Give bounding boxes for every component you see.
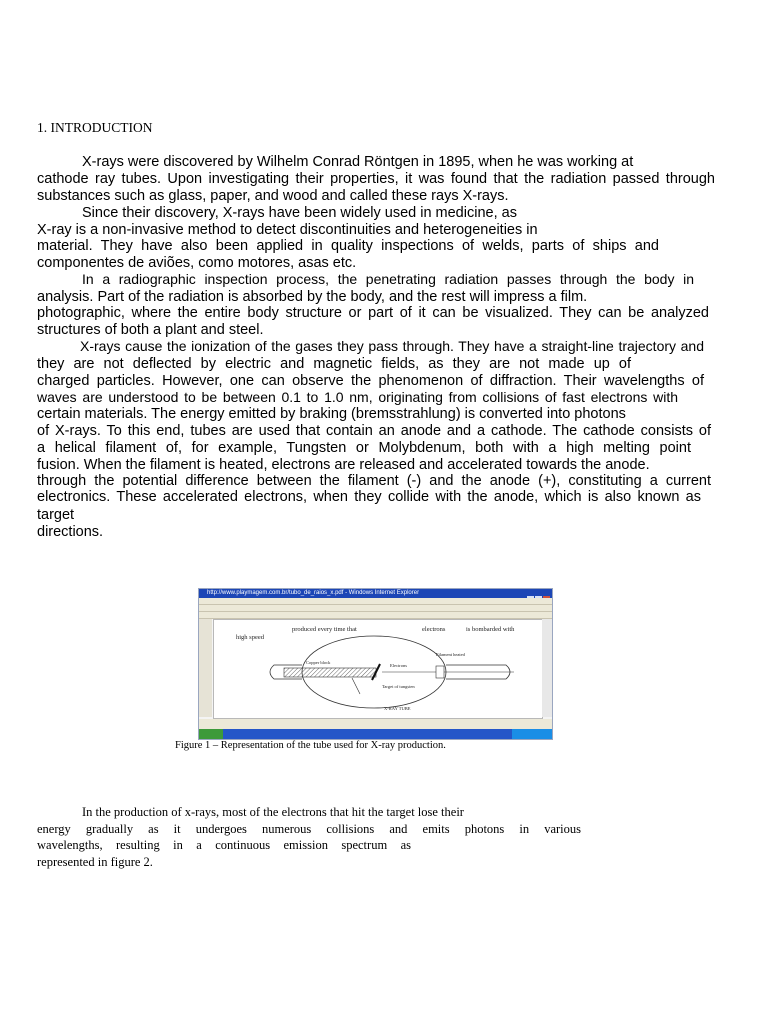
browser-menu-bar <box>199 605 552 612</box>
windows-taskbar <box>199 729 552 739</box>
body-line: charged particles. However, one can observe the phenomenon of diffraction. Their wavelengths of <box>37 373 704 389</box>
browser-title-bar <box>199 589 552 598</box>
body-line: substances such as glass, paper, and wood and called these rays X-rays. <box>37 188 509 204</box>
body-line: X-rays were discovered by Wilhelm Conrad Röntgen in 1895, when he was working at <box>82 154 634 170</box>
xray-tube-diagram <box>214 620 542 718</box>
body-line: X-rays cause the ionization of the gases they pass through. They have a straight-line trajectory and <box>80 338 704 354</box>
diagram-label: Copper block <box>306 660 331 665</box>
diagram-label: Filament heated <box>436 652 465 657</box>
pdf-text: electrons <box>422 626 446 633</box>
diagram-label: X-RAY TUBE <box>384 706 411 711</box>
filament-cup <box>436 666 444 678</box>
taskbar-tray <box>512 729 552 739</box>
body-line: analysis. Part of the radiation is absorbed by the body, and the rest will impress a film. <box>37 289 588 305</box>
copper-block <box>284 668 376 677</box>
browser-address-bar <box>199 598 552 605</box>
scrollbar <box>542 619 552 717</box>
pdf-text: high speed <box>236 634 264 641</box>
browser-window-title: http://www.playmagem.com.br/tubo_de_raios_x.pdf - Windows Internet Explorer <box>207 590 420 596</box>
start-button <box>199 729 223 739</box>
body-line: In a radiographic inspection process, the penetrating radiation passes through the body in <box>82 271 694 287</box>
body-line: componentes de aviões, como motores, asas etc. <box>37 255 357 271</box>
body-line: fusion. When the filament is heated, electrons are released and accelerated towards the anode. <box>37 457 650 473</box>
diagram-label: Target of tungsten <box>382 684 415 689</box>
pdf-page <box>213 619 543 719</box>
diagram-label: Electrons <box>390 663 407 668</box>
body-line: of X-rays. To this end, tubes are used that contain an anode and a cathode. The cathode consists of <box>37 423 711 439</box>
body-line: through the potential difference between the filament (-) and the anode (+), constituting a current <box>37 473 711 489</box>
pdf-text: produced every time that <box>292 626 357 633</box>
figure-screenshot <box>198 588 553 740</box>
body-line: photographic, where the entire body structure or part of it can be visualized. They can be analyzed <box>37 305 709 321</box>
browser-toolbar <box>199 612 552 619</box>
body-line: electronics. These accelerated electrons, when they collide with the anode, which is also known as <box>37 489 701 505</box>
body-line: cathode ray tubes. Upon investigating their properties, it was found that the radiation passed through <box>37 171 715 187</box>
body-line: represented in figure 2. <box>37 855 153 869</box>
section-heading: 1. INTRODUCTION <box>37 120 153 135</box>
body-line: Since their discovery, X-rays have been widely used in medicine, as <box>82 205 517 221</box>
body-line: energy gradually as it undergoes numerous collisions and emits photons in various <box>37 822 581 836</box>
body-line: wavelengths, resulting in a continuous emission spectrum as <box>37 838 411 852</box>
figure-caption: Figure 1 – Representation of the tube used for X-ray production. <box>175 740 446 751</box>
body-line: waves are understood to be between 0.1 to 1.0 nm, originating from collisions of fast electrons with <box>37 389 678 405</box>
browser-status-bar <box>199 719 552 729</box>
window-controls <box>526 590 550 597</box>
body-line: structures of both a plant and steel. <box>37 322 264 338</box>
body-line: a helical filament of, for example, Tungsten or Molybdenum, both with a high melting point <box>37 440 691 456</box>
body-line: In the production of x-rays, most of the electrons that hit the target lose their <box>82 805 464 819</box>
pdf-side-pane <box>199 619 212 717</box>
body-line: material. They have also been applied in quality inspections of welds, parts of ships and <box>37 238 659 254</box>
pdf-text: is bombarded with <box>466 626 515 633</box>
body-line: certain materials. The energy emitted by braking (bremsstrahlung) is converted into photons <box>37 406 626 422</box>
body-line: they are not deflected by electric and magnetic fields, as they are not made up of <box>37 356 631 372</box>
xray-arrow <box>352 678 360 694</box>
body-line: X-ray is a non-invasive method to detect discontinuities and heterogeneities in <box>37 222 538 238</box>
body-line: target <box>37 507 75 523</box>
body-line: directions. <box>37 524 104 540</box>
